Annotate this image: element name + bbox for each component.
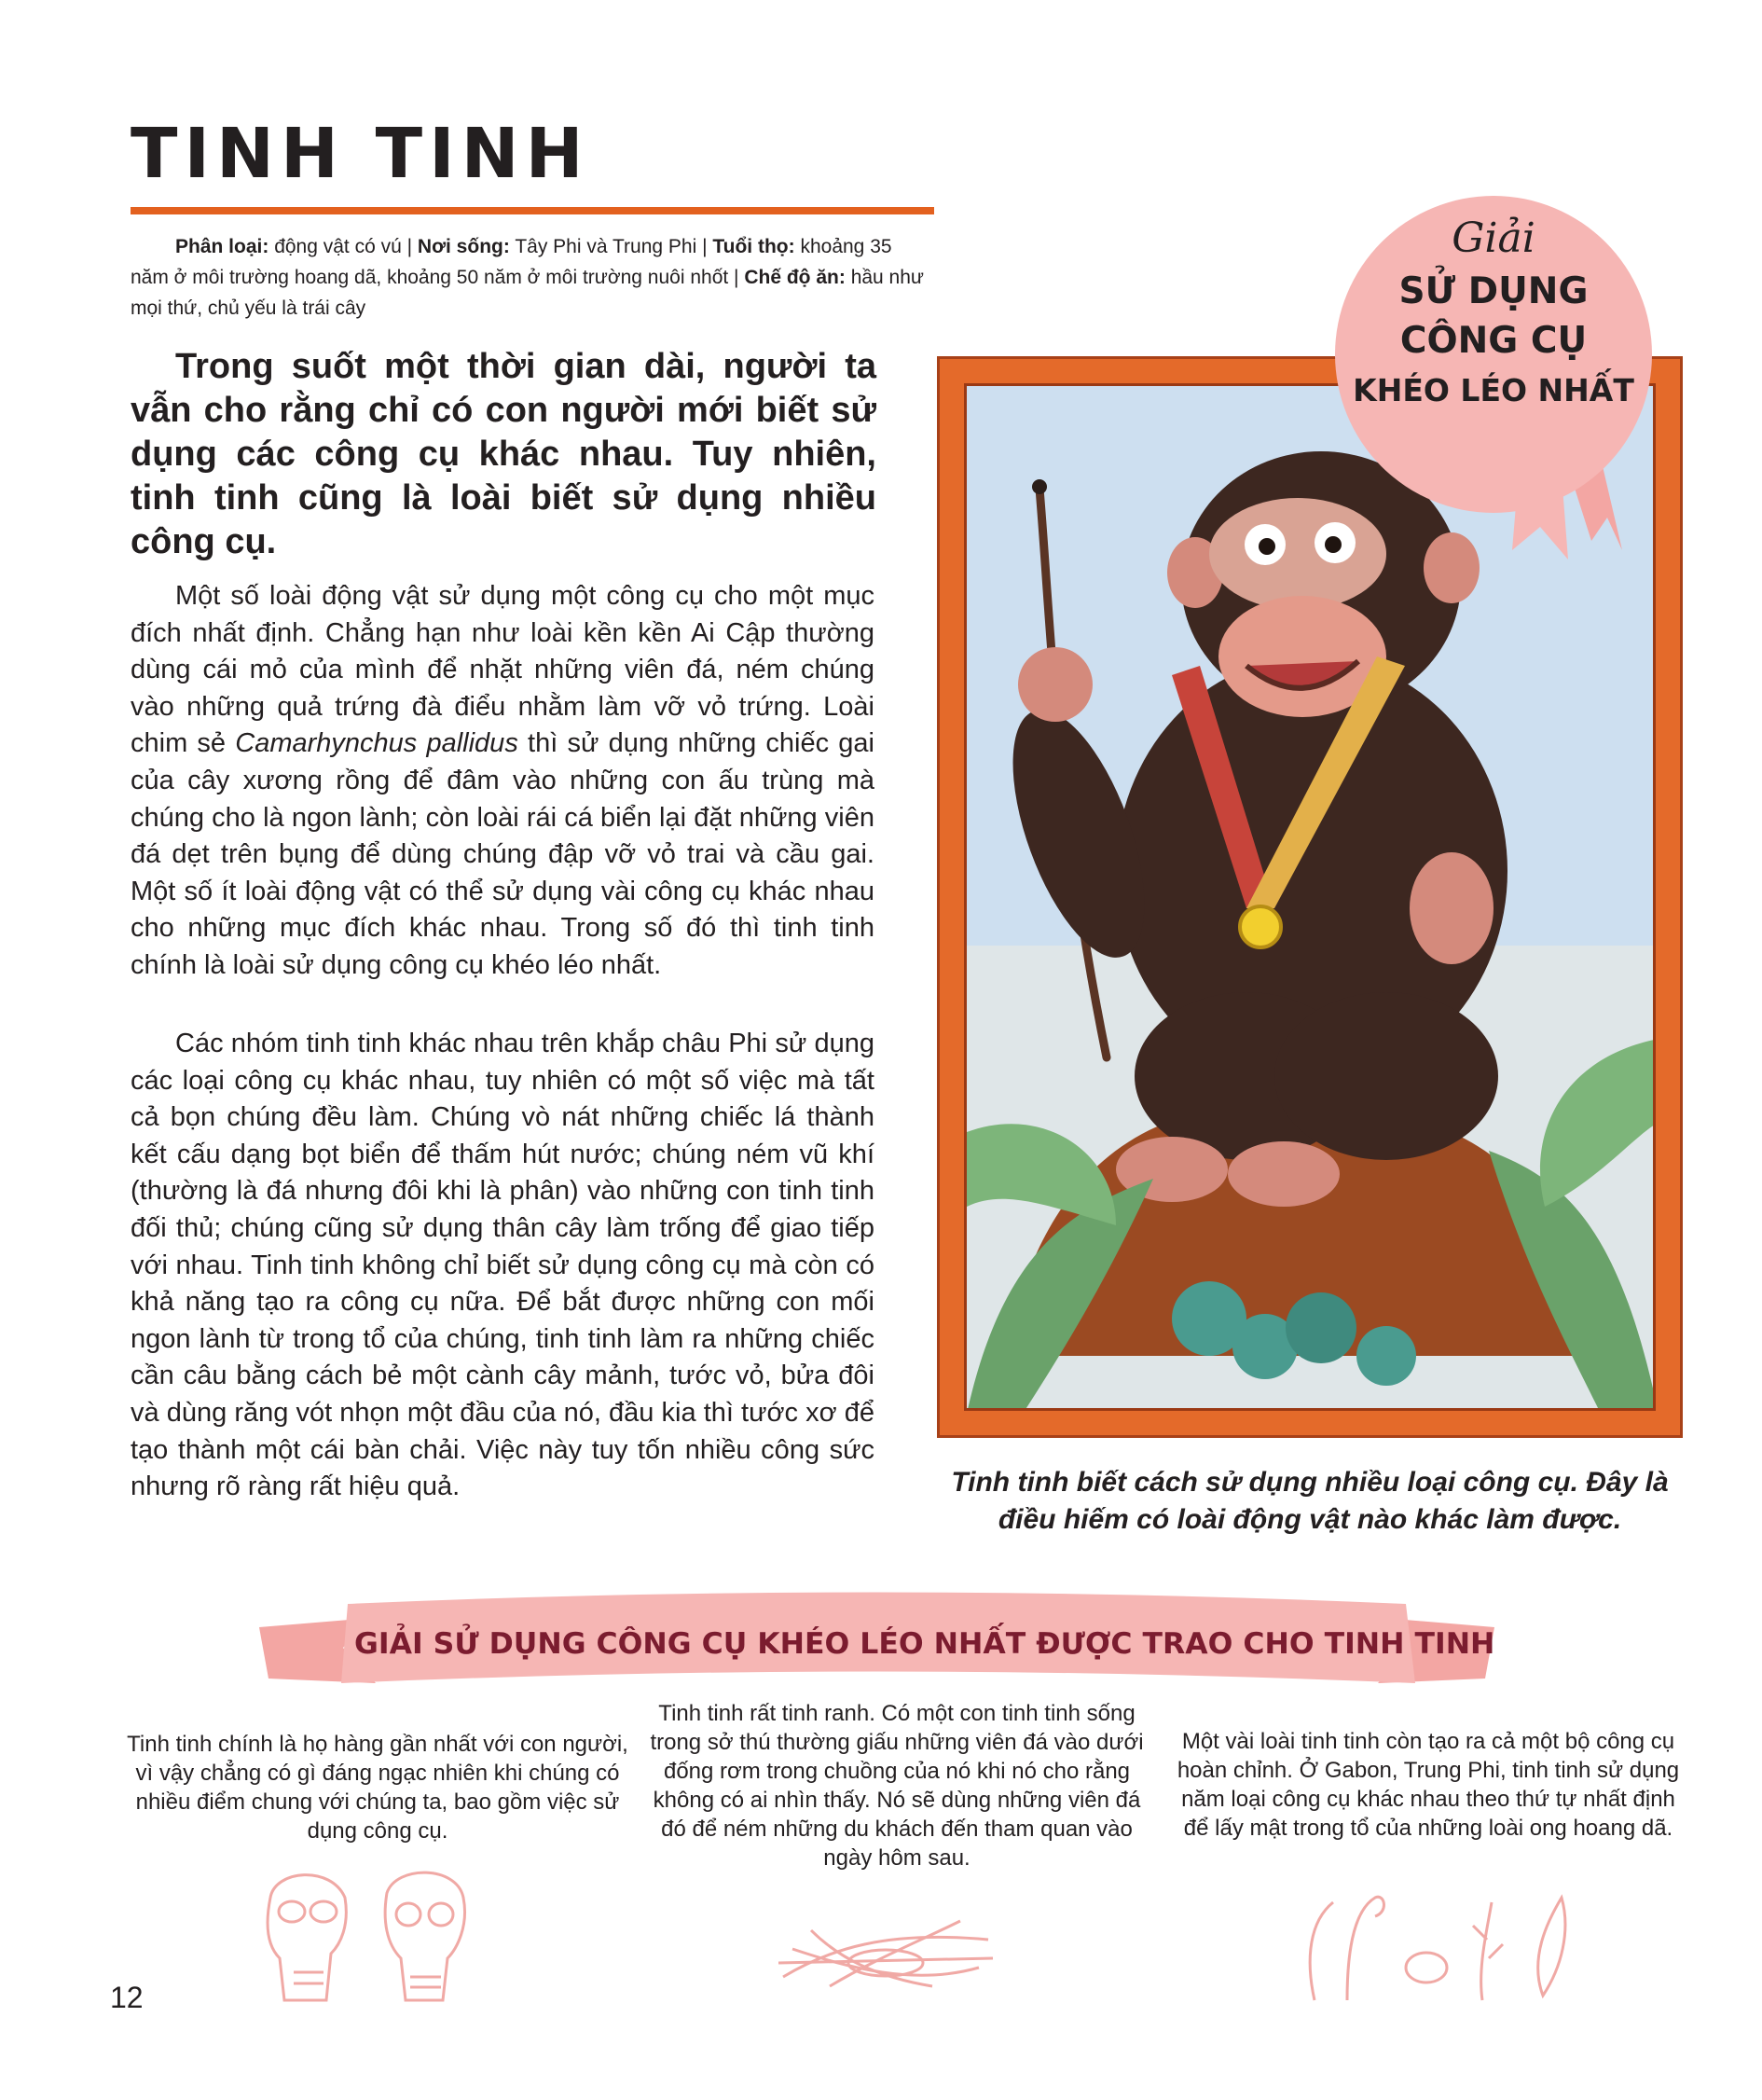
diet-value: hầu như mọi thứ, chủ yếu là trái cây xyxy=(131,267,924,319)
body-paragraph-1 xyxy=(131,578,874,985)
hay-sketch xyxy=(774,1912,998,1996)
lifespan-value: khoảng 35 năm ở môi trường hoang dã, khoảng 50 năm ở môi trường nuôi nhốt xyxy=(131,236,892,288)
lead-paragraph: Trong suốt một thời gian dài, người ta vẫn cho rằng chỉ có con người mới biết sử dụng các công cụ khác nhau. Tuy nhiên, tinh tinh cũng là loài biết sử dụng nhiều công cụ. xyxy=(131,347,876,561)
tools-sketch xyxy=(1296,1893,1576,2005)
fact-column-3: Một vài loài tinh tinh còn tạo ra cả một bộ công cụ hoàn chỉnh. Ở Gabon, Trung Phi, tinh tinh sử dụng năm loại công cụ khác nhau theo thứ tự nhất định để lấy mật trong tổ của những loài ong hoang dã. xyxy=(1177,1729,1680,1841)
habitat-label: Nơi sống: xyxy=(417,236,510,257)
award-title: Giải xyxy=(1452,214,1535,262)
award-line-2: CÔNG CỤ xyxy=(1399,320,1588,362)
fact-column-2: Tinh tinh rất tinh ranh. Có một con tinh tinh sống trong sở thú thường giấu những viên đá vào dưới đống rơm trong chuồng của nó khi nó cho rằng không có ai nhìn thấy. Nó sẽ dùng những viên đá đó để ném những du khách đến tham quan vào ngày hôm sau. xyxy=(650,1701,1144,1871)
fact-column-1: Tinh tinh chính là họ hàng gần nhất với con người, vì vậy chẳng có gì đáng ngạc nhiên khi chúng có nhiều điểm chung với chúng ta, bao gồm việc sử dụng công cụ. xyxy=(127,1732,628,1844)
award-line-3: KHÉO LÉO NHẤT xyxy=(1353,372,1634,408)
page-number: 12 xyxy=(110,1981,144,2014)
banner-title: GIẢI SỬ DỤNG CÔNG CỤ KHÉO LÉO NHẤT ĐƯỢC TRAO CHO TINH TINH xyxy=(354,1627,1495,1661)
separator: | xyxy=(696,236,713,257)
species-info xyxy=(131,231,934,324)
species-name: Camarhynchus pallidus xyxy=(235,728,518,759)
habitat-value: Tây Phi và Trung Phi xyxy=(515,236,697,257)
separator: | xyxy=(401,236,418,257)
class-value: động vật có vú xyxy=(274,236,402,257)
illustration-caption: Tinh tinh biết cách sử dụng nhiều loại công cụ. Đây là điều hiếm có loài động vật nào khác làm được. xyxy=(951,1467,1669,1535)
paragraph-text: thì sử dụng những chiếc gai của cây xương rồng để đâm vào những con ấu trùng mà chúng cho là ngon lành; còn loài rái cá biển lại đặt những viên đá dẹt trên bụng để dùng chúng đập vỡ vỏ trai và cầu gai. Một số ít loài động vật có thể sử dụng vài công cụ khác nhau cho những mục đích khác nhau. Trong số đó thì tinh tinh chính là loài sử dụng công cụ khéo léo nhất. xyxy=(131,728,874,980)
skull-sketch xyxy=(256,1870,471,2010)
award-line-1: SỬ DỤNG xyxy=(1398,270,1589,312)
page-title: TINH TINH xyxy=(131,114,590,194)
separator: | xyxy=(728,267,745,288)
body-paragraph-2: Các nhóm tinh tinh khác nhau trên khắp châu Phi sử dụng các loại công cụ khác nhau, tuy nhiên có một số việc mà tất cả bọn chúng đều làm. Chúng vò nát những chiếc lá thành kết cấu dạng bọt biển để thấm hút nước; chúng ném vũ khí (thường là đá nhưng đôi khi là phân) vào những con tinh tinh đối thủ; chúng cũng sử dụng thân cây làm trống để giao tiếp với nhau. Tinh tinh không chỉ biết sử dụng công cụ mà còn có khả năng tạo ra công cụ nữa. Để bắt được những con mối ngon lành từ trong tổ của chúng, tinh tinh làm ra những chiếc cần câu bằng cách bẻ một cành cây mảnh, tước vỏ, bửa đôi và dùng răng vót nhọn một đầu của nó, đầu kia thì tước xơ để tạo thành một cái bàn chải. Việc này tuy tốn nhiều công sức nhưng rõ ràng rất hiệu quả. xyxy=(131,1029,874,1502)
paragraph-text: Một số loài động vật sử dụng một công cụ cho một mục đích nhất định. Chẳng hạn như loài kền kền Ai Cập thường dùng cái mỏ của mình để nhặt những viên đá, ném chúng vào những quả trứng đà điểu nhằm làm vỡ vỏ trứng. Loài chim sẻ xyxy=(131,581,874,759)
award-badge xyxy=(1335,196,1671,569)
lifespan-label: Tuổi thọ: xyxy=(712,236,795,257)
title-underline xyxy=(131,207,934,214)
diet-label: Chế độ ăn: xyxy=(744,267,846,288)
award-circle xyxy=(1335,196,1652,513)
class-label: Phân loại: xyxy=(175,236,269,257)
